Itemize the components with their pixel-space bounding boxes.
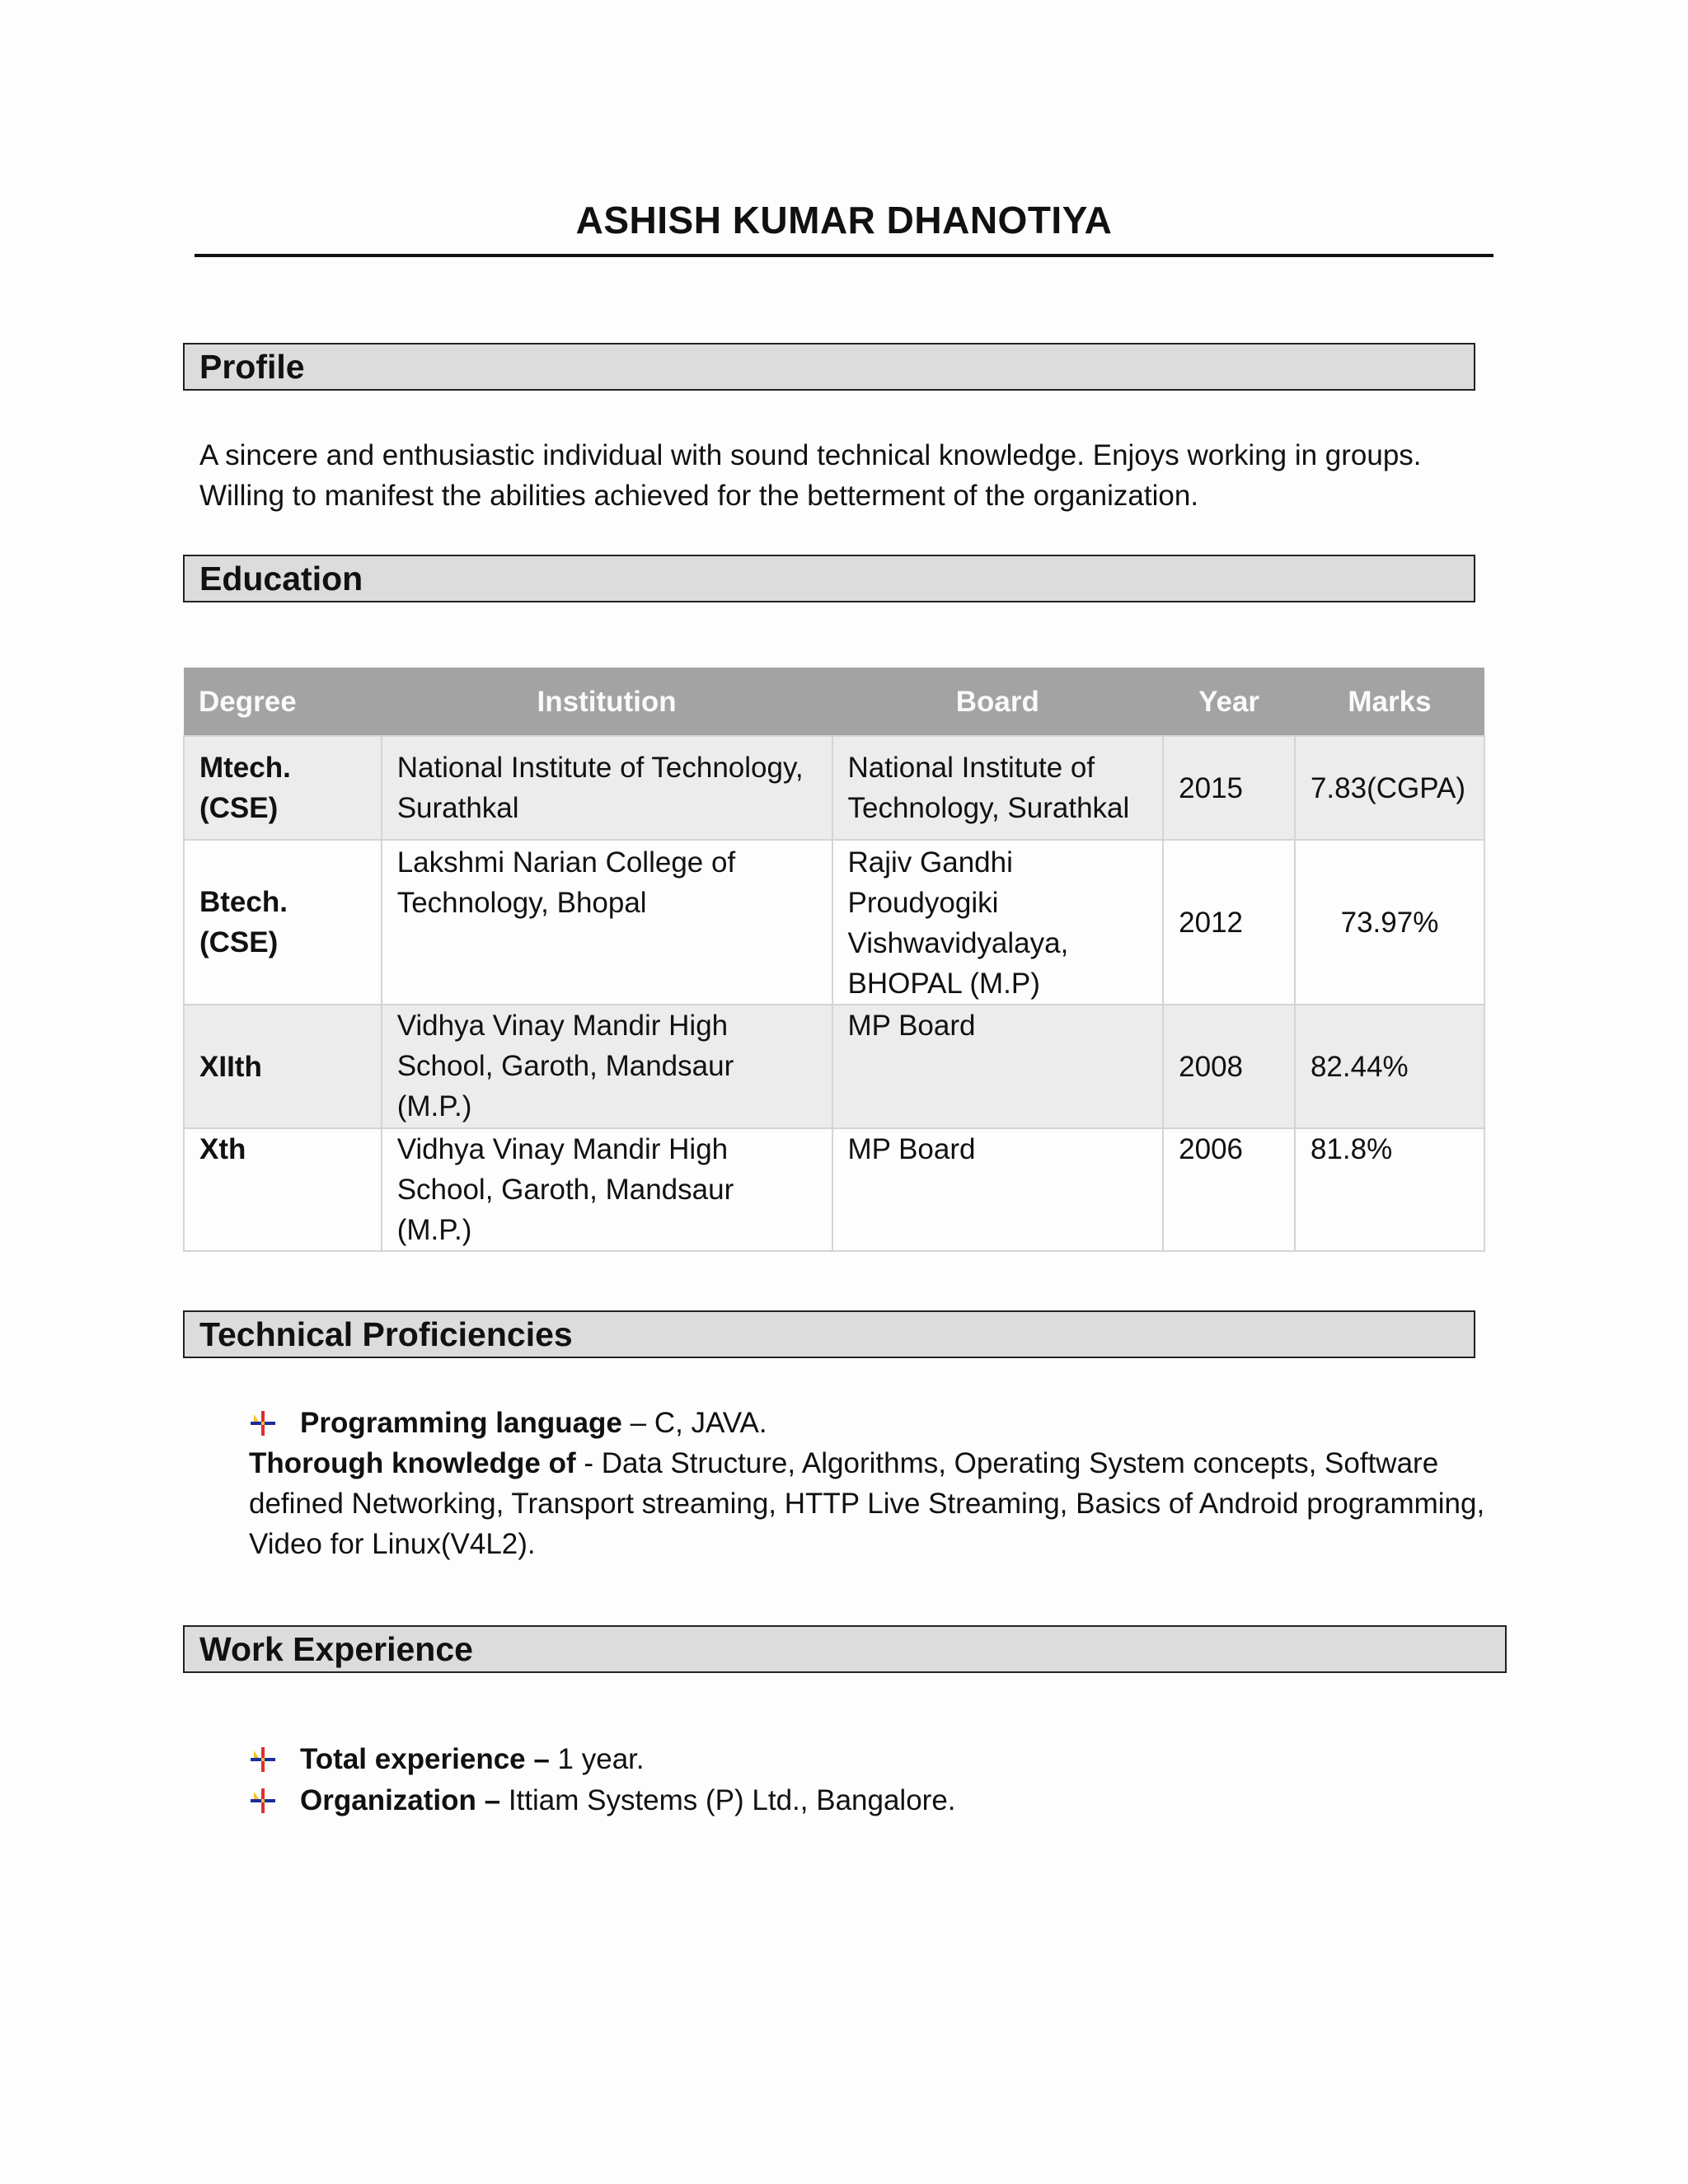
institution-cell: Vidhya Vinay Mandir High School, Garoth, Mandsaur (M.P.)	[382, 1005, 832, 1128]
table-row	[184, 840, 1484, 1005]
year-cell: 2015	[1163, 736, 1295, 840]
name-underline	[195, 254, 1493, 257]
section-heading-technical: Technical Proficiencies	[183, 1310, 1475, 1358]
year-cell: 2006	[1163, 1128, 1295, 1251]
bullet-arrow-icon	[249, 1746, 277, 1774]
marks-cell: 73.97%	[1295, 840, 1484, 1005]
column-header-board: Board	[832, 668, 1164, 736]
year-cell: 2008	[1163, 1005, 1295, 1128]
profile-text: A sincere and enthusiastic individual with sound technical knowledge. Enjoys working in groups. Willing to manifest the abilities achieved for the betterment of the organization.	[199, 439, 1422, 512]
column-header-degree: Degree	[184, 668, 382, 736]
degree-cell: XIIth	[184, 1005, 382, 1128]
table-row	[184, 1128, 1484, 1251]
section-heading-work: Work Experience	[183, 1625, 1507, 1673]
bullet-arrow-icon	[249, 1787, 277, 1815]
column-header-institution: Institution	[382, 668, 832, 736]
column-header-year: Year	[1163, 668, 1295, 736]
section-heading-profile: Profile	[183, 343, 1475, 391]
experience-value: 1 year.	[549, 1743, 645, 1775]
degree-cell: Mtech.(CSE)	[184, 736, 382, 840]
institution-cell: National Institute of Technology, Surathkal	[382, 736, 832, 840]
programming-label: Programming language	[300, 1407, 622, 1439]
section-heading-education: Education	[183, 555, 1475, 602]
bullet-arrow-icon	[249, 1409, 277, 1437]
education-table	[183, 668, 1485, 1252]
candidate-name: ASHISH KUMAR DHANOTIYA	[575, 199, 1113, 241]
table-header-row	[184, 668, 1484, 736]
year-cell: 2012	[1163, 840, 1295, 1005]
table-row	[184, 1005, 1484, 1128]
marks-cell: 81.8%	[1295, 1128, 1484, 1251]
board-cell: MP Board	[832, 1128, 1164, 1251]
knowledge-text	[249, 1443, 1502, 1564]
knowledge-label: Thorough knowledge of	[249, 1447, 576, 1479]
institution-cell: Lakshmi Narian College of Technology, Bhopal	[382, 840, 832, 1005]
list-item	[249, 1780, 956, 1821]
list-item	[249, 1403, 767, 1443]
degree-cell: Btech.(CSE)	[184, 840, 382, 1005]
institution-cell: Vidhya Vinay Mandir High School, Garoth, Mandsaur (M.P.)	[382, 1128, 832, 1251]
experience-label: Total experience –	[300, 1743, 550, 1775]
degree-cell: Xth	[184, 1128, 382, 1251]
organization-label: Organization –	[300, 1784, 501, 1816]
board-cell: Rajiv Gandhi Proudyogiki Vishwavidyalaya, BHOPAL (M.P)	[832, 840, 1164, 1005]
organization-value: Ittiam Systems (P) Ltd., Bangalore.	[500, 1784, 956, 1816]
marks-cell: 7.83(CGPA)	[1295, 736, 1484, 840]
list-item	[249, 1739, 645, 1779]
marks-cell: 82.44%	[1295, 1005, 1484, 1128]
knowledge-value: - Data Structure, Algorithms, Operating System concepts, Software defined Networking, Transport streaming, HTTP Live Streaming, Basics of Android programming, Video for Linux(V4L2).	[249, 1447, 1485, 1560]
board-cell: National Institute of Technology, Surathkal	[832, 736, 1164, 840]
table-row	[184, 736, 1484, 840]
board-cell: MP Board	[832, 1005, 1164, 1128]
column-header-marks: Marks	[1295, 668, 1484, 736]
programming-value: – C, JAVA.	[621, 1407, 767, 1439]
